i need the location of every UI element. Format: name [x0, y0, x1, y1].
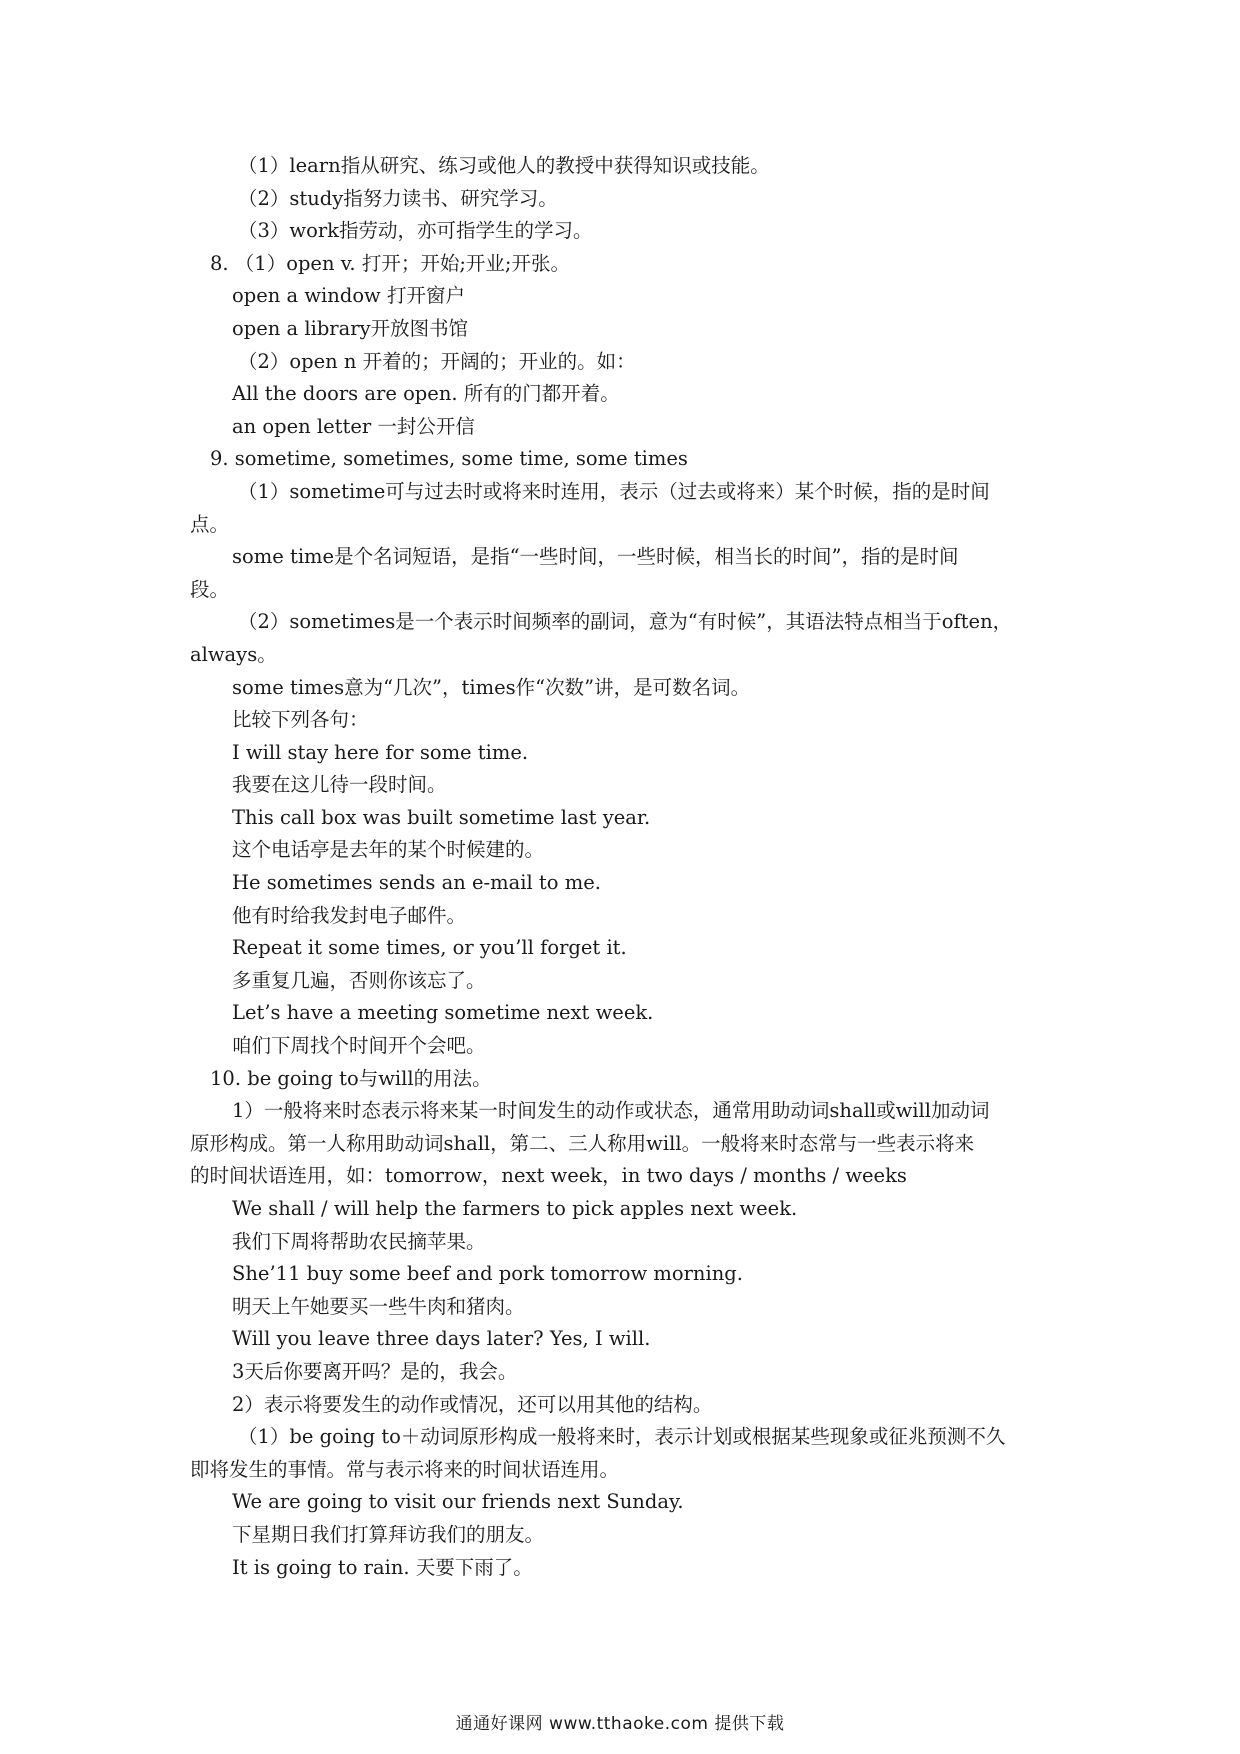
- text-line: We shall / will help the farmers to pick apples next week.: [232, 1197, 798, 1220]
- document-body: [190, 150, 1060, 1584]
- text-line: （1）sometime可与过去时或将来时连用，表示（过去或将来）某个时候，指的是时间: [238, 479, 990, 503]
- text-line: She’11 buy some beef and pork tomorrow morning.: [232, 1262, 743, 1286]
- text-line: 9. sometime, sometimes, some time, some times: [210, 447, 688, 471]
- text-line: some times意为“几次”，times作“次数”讲，是可数名词。: [232, 675, 751, 699]
- text-line: 这个电话亭是去年的某个时候建的。: [232, 838, 545, 862]
- text-line: always。: [190, 642, 277, 666]
- text-line: （2）sometimes是一个表示时间频率的副词，意为“有时候”，其语法特点相当于often，: [238, 610, 1013, 634]
- text-line: some time是个名词短语，是指“一些时间，一些时候，相当长的时间”，指的是时间: [232, 545, 959, 569]
- text-line: Will you leave three days later? Yes, I will.: [232, 1327, 651, 1351]
- text-line: an open letter 一封公开信: [232, 414, 475, 438]
- text-line: It is going to rain. 天要下雨了。: [232, 1555, 533, 1579]
- text-line: Let’s have a meeting sometime next week.: [232, 1001, 654, 1025]
- text-line: 下星期日我们打算拜访我们的朋友。: [232, 1522, 545, 1546]
- text-line: 比较下列各句：: [232, 708, 369, 732]
- text-line: He sometimes sends an e-mail to me.: [232, 871, 601, 895]
- text-line: We are going to visit our friends next Sunday.: [232, 1490, 684, 1514]
- text-line: 1）一般将来时态表示将来某一时间发生的动作或状态，通常用助动词shall或will加动词: [232, 1099, 990, 1123]
- text-line: （1）learn指从研究、练习或他人的教授中获得知识或技能。: [238, 154, 770, 177]
- text-line: 段。: [190, 577, 230, 601]
- text-line: 我们下周将帮助农民摘苹果。: [232, 1229, 486, 1253]
- text-line: open a window 打开窗户: [232, 284, 465, 308]
- text-line: （1）be going to＋动词原形构成一般将来时，表示计划或根据某些现象或征兆预测不久: [238, 1425, 1006, 1449]
- text-line: 原形构成。第一人称用助动词shall，第二、三人称用will。一般将来时态常与一些表示将来: [190, 1131, 975, 1155]
- text-line: 多重复几遍，否则你该忘了。: [232, 968, 486, 992]
- text-line: 8. （1）open v. 打开；开始;开业;开张。: [210, 251, 570, 275]
- text-line: 即将发生的事情。常与表示将来的时间状语连用。: [190, 1457, 620, 1481]
- text-line: （2）open n 开着的；开阔的；开业的。如：: [238, 349, 636, 373]
- text-line: （3）work指劳动，亦可指学生的学习。: [238, 219, 593, 243]
- text-line: 3天后你要离开吗？是的，我会。: [232, 1359, 518, 1383]
- text-line: I will stay here for some time.: [232, 740, 529, 764]
- text-line: This call box was built sometime last year.: [232, 805, 651, 829]
- text-line: Repeat it some times, or you’ll forget it.: [232, 936, 627, 960]
- text-line: 咱们下周找个时间开个会吧。: [232, 1034, 486, 1058]
- text-line: （2）study指努力读书、研究学习。: [238, 186, 558, 210]
- text-line: 2）表示将要发生的动作或情况，还可以用其他的结构。: [232, 1392, 713, 1416]
- text-line: 10. be going to与will的用法。: [210, 1066, 492, 1090]
- text-line: 他有时给我发封电子邮件。: [232, 903, 467, 927]
- text-line: 的时间状语连用，如：tomorrow，next week，in two days / months / weeks: [190, 1164, 907, 1188]
- text-line: open a library开放图书馆: [232, 316, 469, 340]
- text-line: All the doors are open. 所有的门都开着。: [232, 382, 620, 406]
- page-footer: 通通好课网 www.tthaoke.com 提供下载: [455, 1714, 785, 1734]
- text-line: 明天上午她要买一些牛肉和猪肉。: [232, 1294, 525, 1318]
- text-line: 点。: [190, 512, 230, 536]
- text-line: 我要在这儿待一段时间。: [232, 773, 447, 797]
